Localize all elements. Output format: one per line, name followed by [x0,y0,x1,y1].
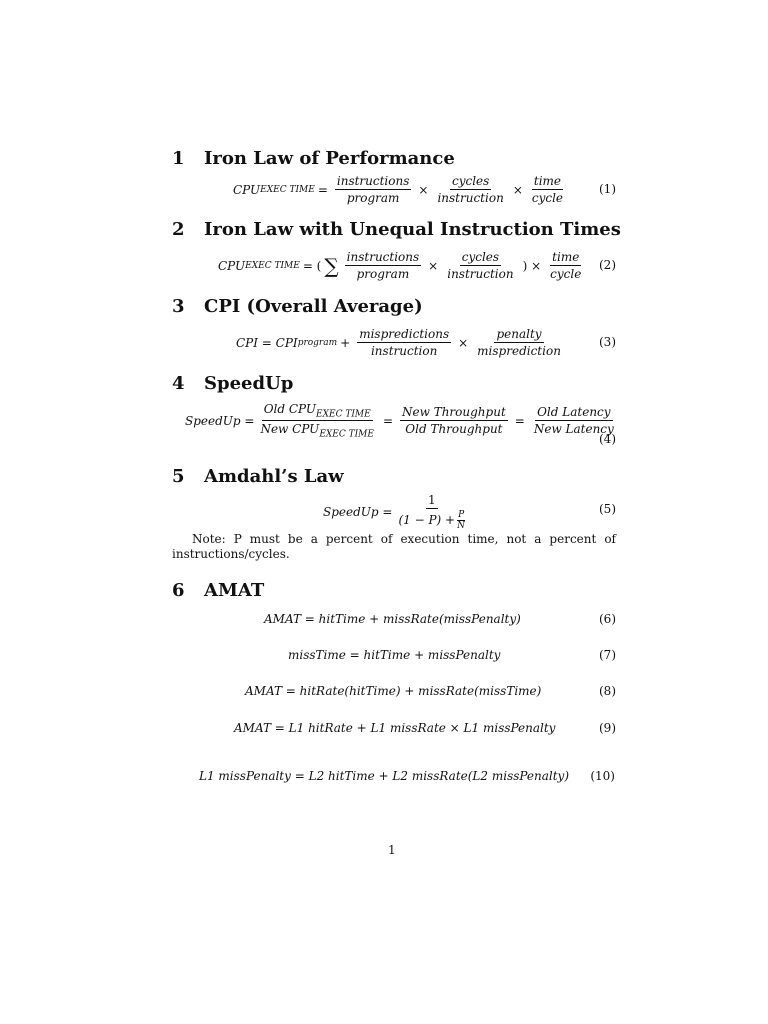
equation-6 [264,612,521,626]
equation-number: (8) [599,684,616,698]
eq-operator: = [317,182,328,197]
fraction [435,174,505,205]
section-number: 4 [172,373,185,394]
denominator: program [356,267,410,281]
den-text: (1 − P) + [398,513,456,527]
eq-lhs: CPI = CPI [236,335,298,350]
fraction [258,402,376,440]
numerator: 1 [427,493,436,507]
equation-9 [234,721,555,735]
eq-subscript: EXEC TIME [316,409,371,420]
equation-number: (2) [599,258,616,272]
denominator [396,509,467,531]
eq-subscript: EXEC TIME [319,429,374,440]
sum-symbol: ∑ [324,253,339,278]
fraction [357,327,451,358]
den-text: New CPU [260,422,320,437]
equation-3 [236,327,567,358]
section-number: 6 [172,580,185,601]
fraction [400,405,508,436]
eq-operator: × [418,182,429,197]
denominator: New Latency [533,422,614,437]
equation-number: (6) [599,612,616,626]
fraction [475,327,563,358]
equation-2 [218,250,587,281]
numerator: penalty [496,327,542,341]
numerator: instructions [346,250,420,264]
eq-subscript: EXEC TIME [245,260,300,271]
eq-text: AMAT = L1 hitRate + L1 missRate × L1 missPenalty [234,721,556,735]
equation-8 [245,684,541,698]
eq-lhs: SpeedUp = [323,505,393,519]
eq-operator: × [428,258,439,273]
denominator: instruction [447,267,514,281]
equation-5 [323,493,471,531]
section-number: 1 [172,148,185,169]
fraction [396,493,467,531]
numerator: P [458,510,465,520]
eq-operator: × [458,335,469,350]
section-number: 5 [172,466,185,487]
denominator: program [346,191,400,205]
denominator [258,421,376,439]
eq-lhs: CPU [218,258,246,273]
eq-lhs: SpeedUp = [185,413,255,428]
numerator: time [533,174,562,188]
numerator: Old Latency [537,405,611,420]
denominator: instruction [437,191,504,205]
denominator: Old Throughput [405,422,503,437]
fraction [345,250,422,281]
section-title: Iron Law with Unequal Instruction Times [204,219,621,240]
denominator: N [457,521,466,531]
eq-operator: + [340,335,351,350]
section-number: 2 [172,219,185,240]
equation-number: (9) [599,721,616,735]
equation-number: (7) [599,648,616,662]
eq-text: L1 missPenalty = L2 hitTime + L2 missRate(L2 missPenalty) [199,769,570,783]
equation-10 [199,769,569,783]
small-fraction [457,510,465,531]
numerator: instructions [336,174,410,188]
section-title: AMAT [204,580,265,601]
equation-number: (5) [599,502,616,516]
eq-subscript: EXEC TIME [260,184,315,195]
denominator: cycle [550,267,582,281]
num-text: Old CPU [263,402,317,416]
eq-text: missTime = hitTime + missPenalty [288,648,501,662]
numerator: cycles [451,174,490,188]
equation-number: (4) [599,432,616,446]
equation-7 [288,648,500,662]
eq-operator: = [382,413,394,428]
section-number: 3 [172,296,185,317]
numerator: New Throughput [402,405,506,420]
page-number: 1 [388,843,396,857]
fraction [335,174,412,205]
eq-lhs: CPU [233,182,261,197]
fraction [530,174,565,205]
equation-1 [233,174,569,205]
eq-operator: = [514,413,525,428]
numerator [262,402,373,421]
fraction [548,250,583,281]
fraction [445,250,515,281]
eq-operator: ) × [522,258,542,273]
denominator: instruction [370,344,438,358]
eq-text: AMAT = hitRate(hitTime) + missRate(missTime) [245,684,542,698]
eq-subscript: program [297,337,338,348]
section-title: Amdahl’s Law [204,466,344,487]
eq-text: AMAT = hitTime + missRate(missPenalty) [264,612,521,626]
denominator: misprediction [477,344,561,358]
section-title: SpeedUp [204,373,294,394]
equation-number: (1) [599,182,616,196]
equation-number: (3) [599,335,616,349]
eq-operator: × [512,182,523,197]
numerator: cycles [461,250,500,264]
eq-operator: = ( [302,258,322,273]
section-title: Iron Law of Performance [204,148,455,169]
numerator: mispredictions [359,327,450,341]
section-title: CPI (Overall Average) [204,296,423,317]
denominator: cycle [531,191,564,205]
equation-4 [185,402,620,440]
numerator: time [552,250,580,264]
note-paragraph: Note: P must be a percent of execution time, not a percent of instructions/cycles. [172,532,616,561]
equation-number: (10) [590,769,615,783]
